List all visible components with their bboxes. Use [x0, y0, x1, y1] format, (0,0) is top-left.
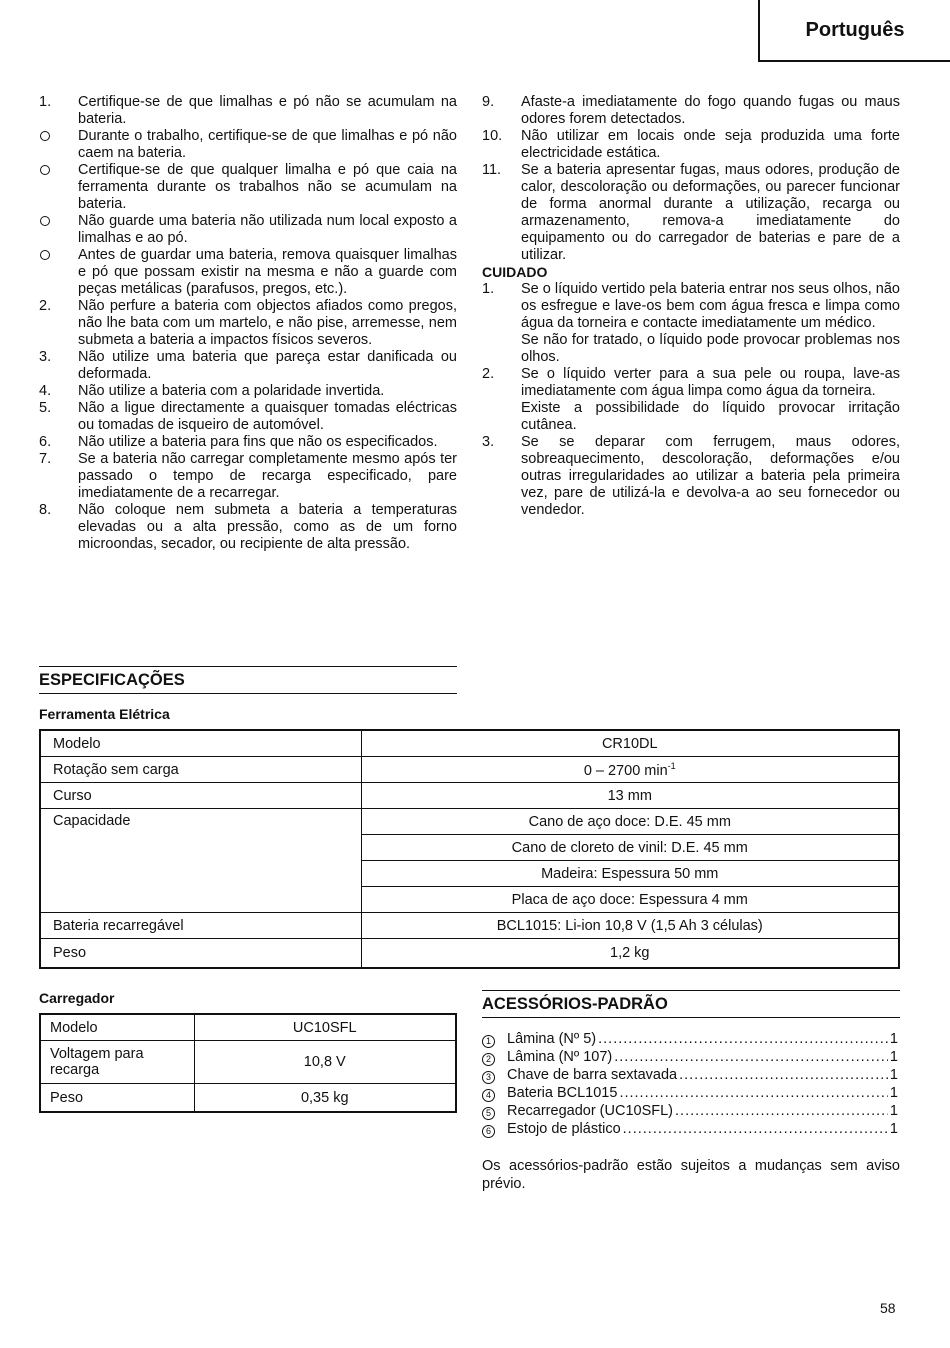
accessories-note: Os acessórios-padrão estão sujeitos a mudanças sem aviso prévio.: [482, 1158, 900, 1192]
table-row: Cano de cloreto de vinil: D.E. 45 mm: [40, 835, 899, 861]
list-item: 7. Se a bateria não carregar completamente mesmo após ter passado o tempo de recarga especificado, pare imediatamente de a recarregar.: [39, 451, 457, 501]
list-item: 6. Não utilize a bateria para fins que não os especificados.: [39, 434, 438, 450]
table-row: Capacidade Cano de aço doce: D.E. 45 mm: [40, 809, 899, 835]
table-row: Curso 13 mm: [40, 783, 899, 809]
list-item: Não guarde uma bateria não utilizada num local exposto a limalhas e ao pó.: [39, 213, 457, 247]
list-item: 4. Não utilize a bateria com a polaridade invertida.: [39, 383, 385, 399]
list-item: Antes de guardar uma bateria, remova quaisquer limalhas e pó que possam existir na mesma e não a guarde com peças metálicas (parafusos, pregos, etc.).: [39, 247, 457, 298]
list-item: 2 Lâmina (Nº 107) ..... 1: [482, 1048, 898, 1066]
caution-heading: CUIDADO: [482, 264, 548, 280]
list-item-note: Se não for tratado, o líquido pode provocar problemas nos olhos.: [521, 332, 900, 365]
list-item-note: Existe a possibilidade do líquido provocar irritação cutânea.: [521, 400, 900, 433]
language-tab: [758, 0, 950, 62]
circle-bullet-icon: [40, 250, 50, 260]
list-item: Certifique-se de que qualquer limalha e pó que caia na ferramenta durante os trabalhos não se acumulam na bateria.: [39, 162, 457, 213]
list-item: 5. Não a ligue directamente a quaisquer tomadas eléctricas ou tomadas de isqueiro de automóvel.: [39, 400, 457, 433]
page-number: 58: [880, 1300, 896, 1316]
accessories-list: [482, 1030, 898, 1138]
list-item: Durante o trabalho, certifique-se de que limalhas e pó não caem na bateria.: [39, 128, 457, 162]
table-row: Modelo UC10SFL: [40, 1014, 456, 1041]
voltage-label-line-2: recarga: [50, 1062, 100, 1078]
safety-list-right: [482, 94, 900, 519]
speed-value: 0 – 2700 min: [583, 762, 668, 779]
voltage-label-line-1: Voltagem para: [50, 1046, 144, 1062]
charger-spec-table: [39, 1013, 457, 1113]
power-tool-heading: Ferramenta Elétrica: [39, 706, 170, 722]
list-item: 5 Recarregador (UC10SFL) ..... 1: [482, 1102, 898, 1120]
table-row: Peso 1,2 kg: [40, 939, 899, 969]
table-row: Bateria recarregável BCL1015: Li-ion 10,8 V (1,5 Ah 3 células): [40, 913, 899, 939]
list-item: 3. Não utilize uma bateria que pareça estar danificada ou deformada.: [39, 349, 457, 382]
list-item: 10. Não utilizar em locais onde seja produzida uma forte electricidade estática.: [482, 128, 900, 161]
table-row: Rotação sem carga 0 – 2700 $\min^{-1}$: [40, 757, 899, 783]
charger-heading: Carregador: [39, 990, 115, 1006]
list-item: 2. Não perfure a bateria com objectos afiados como pregos, não lhe bata com um martelo, e não pise, arremesse, nem submeta a bateria a impactos físicos severos.: [39, 298, 457, 348]
accessories-heading: ACESSÓRIOS-PADRÃO: [482, 990, 900, 1018]
table-row: Modelo CR10DL: [40, 730, 899, 757]
list-item: 3 Chave de barra sextavada ..... 1: [482, 1066, 898, 1084]
language-label: Português: [805, 18, 905, 41]
specifications-heading: ESPECIFICAÇÕES: [39, 666, 457, 694]
list-item: 8. Não coloque nem submeta a bateria a temperaturas elevadas ou a alta pressão, como as de um forno microondas, secador, ou recipiente de alta pressão.: [39, 502, 457, 552]
table-row: Voltagem para recarga 10,8 V: [40, 1041, 456, 1084]
list-item: 3. Se se deparar com ferrugem, maus odores, sobreaquecimento, descoloração, deformações e/ou outras irregularidades ao utilizar a bateria pela primeira vez, pare de utilizá-la e devolva-a ao seu fornecedor ou vendedor.: [482, 434, 900, 518]
power-tool-spec-table: [39, 729, 900, 969]
table-row: Peso 0,35 kg: [40, 1084, 456, 1113]
speed-unit-exponent: -1: [667, 760, 676, 771]
circle-bullet-icon: [40, 165, 50, 175]
list-item: 1. Certifique-se de que limalhas e pó não se acumulam na bateria.: [39, 94, 457, 127]
list-item: 11. Se a bateria apresentar fugas, maus odores, produção de calor, descoloração ou deformações, ou parecer funcionar de forma anormal durante a utilização, recarga ou armazenamento, remova-a imediatamente do equipamento ou do carregador de baterias e pare de a utilizar.: [482, 162, 900, 263]
list-item: 2. Se o líquido verter para a sua pele ou roupa, lave-as imediatamente com água limpa como água da torneira.: [482, 366, 900, 399]
list-item: 1 Lâmina (Nº 5) ..... 1: [482, 1030, 898, 1048]
safety-list-left: [39, 94, 457, 553]
circle-bullet-icon: [40, 131, 50, 141]
table-row: Placa de aço doce: Espessura 4 mm: [40, 887, 899, 913]
circle-bullet-icon: [40, 216, 50, 226]
list-item: 4 Bateria BCL1015 ..... 1: [482, 1084, 898, 1102]
table-row: Madeira: Espessura 50 mm: [40, 861, 899, 887]
list-item: 9. Afaste-a imediatamente do fogo quando fugas ou maus odores forem detectados.: [482, 94, 900, 127]
list-item: 6 Estojo de plástico ..... 1: [482, 1120, 898, 1138]
list-item: 1. Se o líquido vertido pela bateria entrar nos seus olhos, não os esfregue e lave-os bem com água fresca e limpa como água da torneira e contacte imediatamente um médico.: [482, 281, 900, 331]
